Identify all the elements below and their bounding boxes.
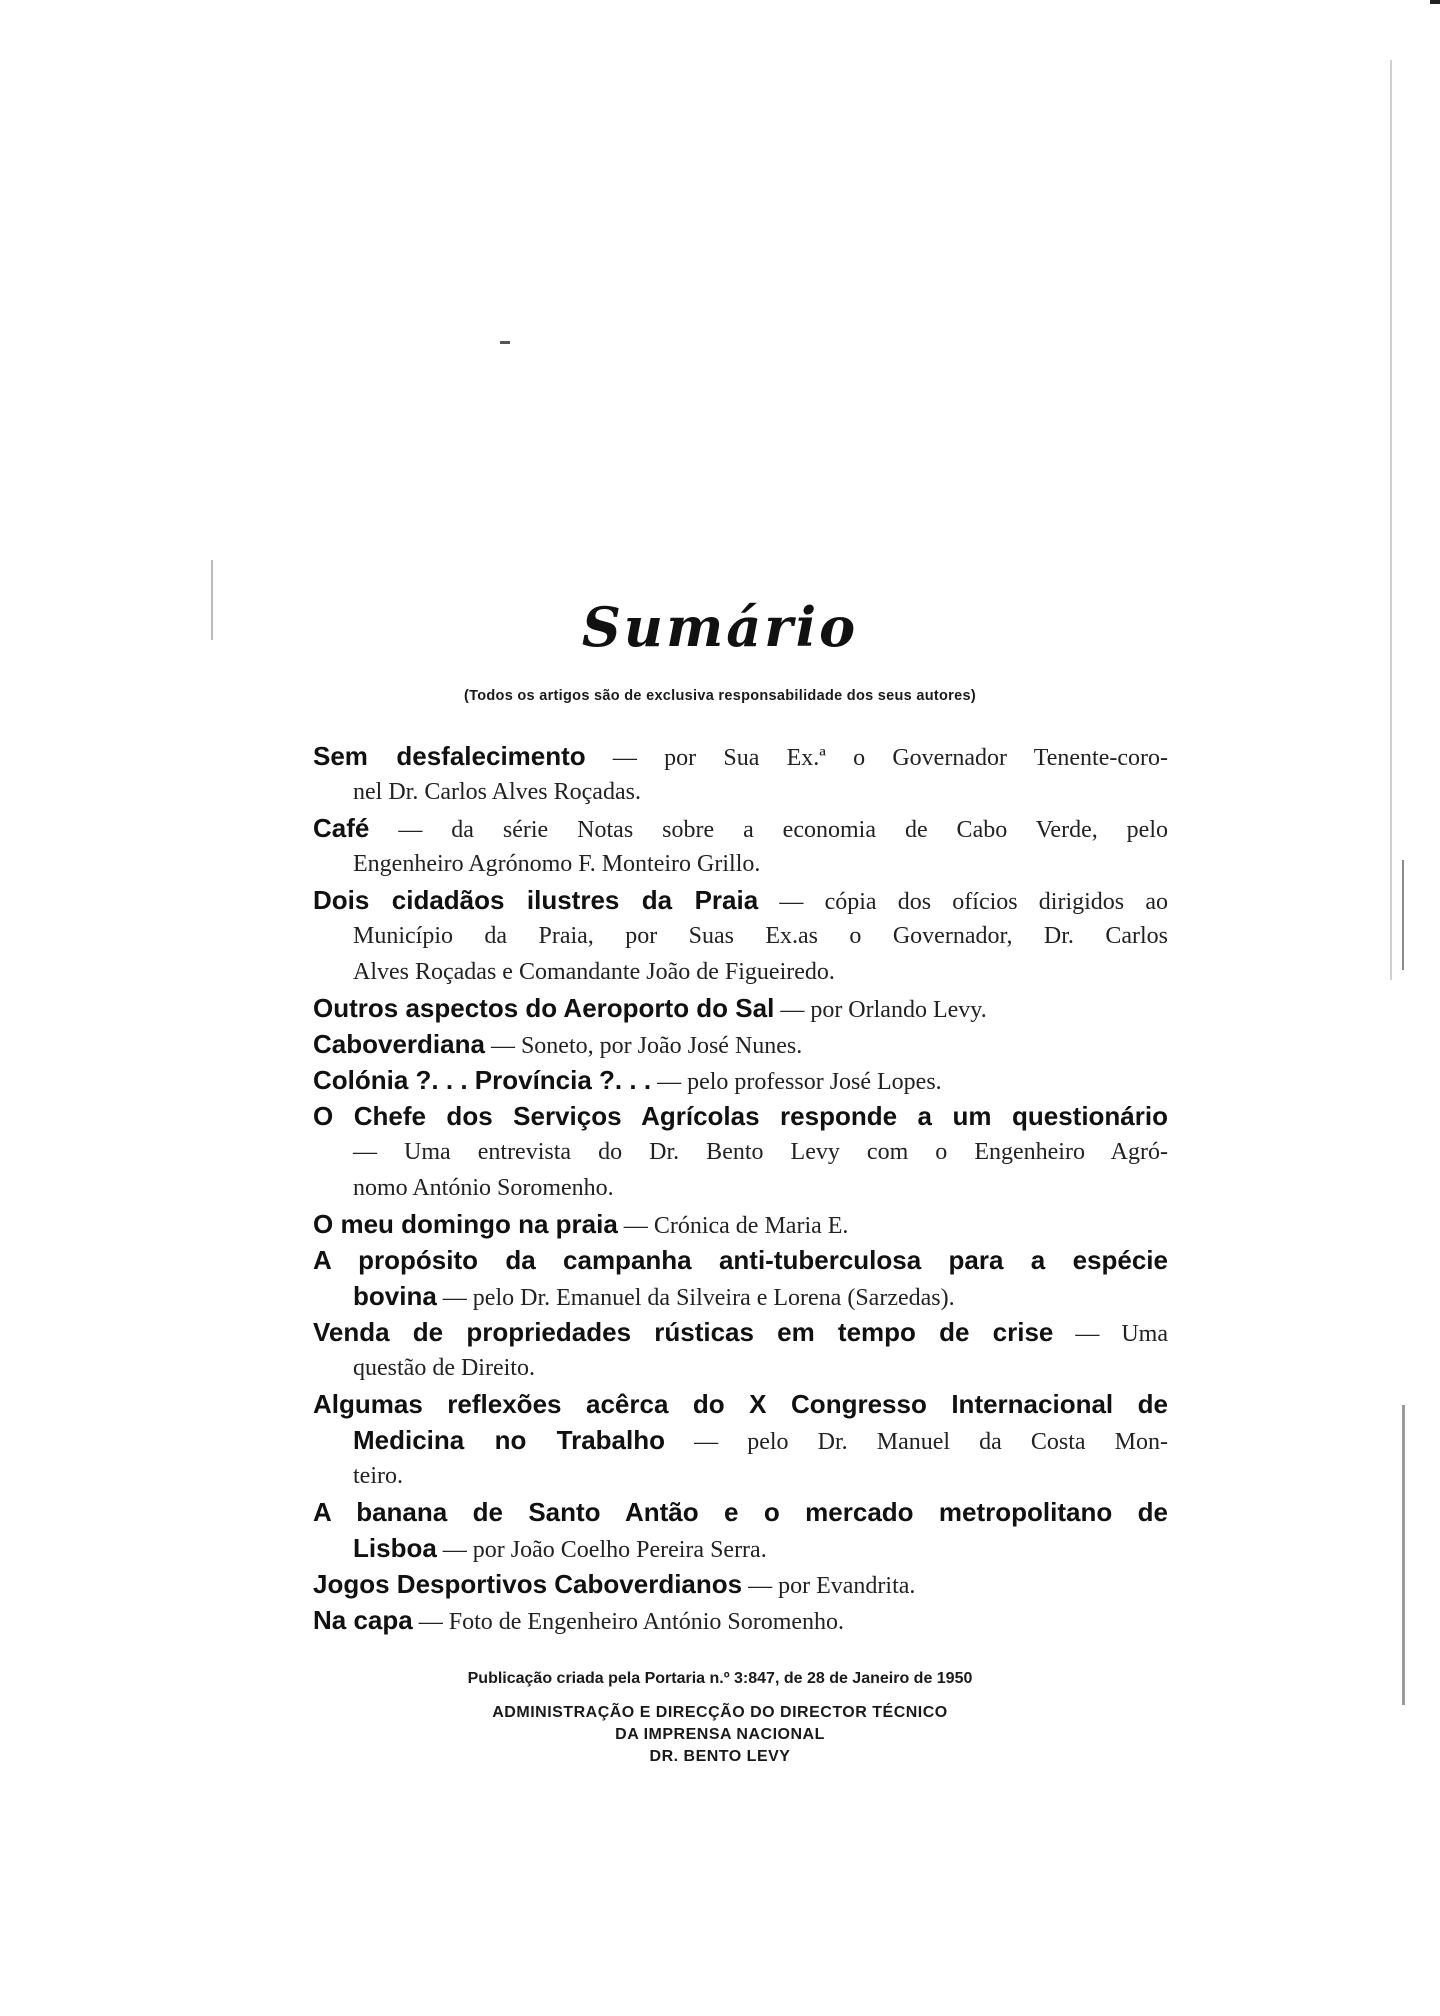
toc-entry-detail: nomo António Soromenho. <box>353 1175 614 1201</box>
toc-line <box>313 1458 1168 1494</box>
toc-entry-detail: Alves Roçadas e Comandante João de Figueiredo. <box>353 959 835 985</box>
toc-entry-title: Sem desfalecimento <box>313 741 586 771</box>
toc-entry <box>313 882 1168 990</box>
toc-line <box>313 882 1168 918</box>
toc-line <box>313 1530 1168 1566</box>
admin-line-1: ADMINISTRAÇÃO E DIRECÇÃO DO DIRECTOR TÉCNICO <box>492 1704 948 1721</box>
toc-entry-title: Outros aspectos do Aeroporto do Sal <box>313 993 775 1023</box>
toc-entry <box>313 1314 1168 1386</box>
toc-line <box>313 990 1168 1026</box>
page-title: Sumário <box>581 595 859 659</box>
toc-entry-detail: Engenheiro Agrónomo F. Monteiro Grillo. <box>353 851 761 877</box>
toc-entry-title: Lisboa <box>353 1533 437 1563</box>
responsibility-note: (Todos os artigos são de exclusiva responsabilidade dos seus autores) <box>464 688 976 704</box>
toc-entry-title: Café <box>313 813 370 843</box>
toc-entry-detail: — por Sua Ex.ª o Governador Tenente-coro- <box>585 745 1168 771</box>
toc-line <box>313 1206 1168 1242</box>
toc-entry-title: Medicina no Trabalho <box>353 1425 666 1455</box>
toc-entry-title: Algumas reflexões acêrca do X Congresso Internacional de <box>313 1389 1168 1419</box>
toc-entry-title: Jogos Desportivos Caboverdianos <box>313 1569 743 1599</box>
toc-entry <box>313 1494 1168 1566</box>
toc-line <box>313 774 1168 810</box>
toc-entry <box>313 990 1168 1026</box>
toc-line <box>313 1134 1168 1170</box>
toc-entry-detail: — Soneto, por João José Nunes. <box>484 1033 803 1059</box>
toc-line <box>313 1098 1168 1134</box>
toc-line <box>313 1350 1168 1386</box>
toc-entry <box>313 810 1168 882</box>
toc-entry-detail: — da série Notas sobre a economia de Cabo Verde, pelo <box>369 817 1168 843</box>
scan-mark <box>1402 860 1404 970</box>
toc-entry-title: Na capa <box>313 1605 413 1635</box>
toc-line <box>313 1494 1168 1530</box>
scan-mark <box>1402 1405 1405 1705</box>
toc-entry-detail: — por João Coelho Pereira Serra. <box>436 1537 767 1563</box>
toc-line <box>313 1026 1168 1062</box>
toc-entry-title: Colónia ?. . . Província ?. . . <box>313 1065 652 1095</box>
toc-entry-title: bovina <box>353 1281 437 1311</box>
table-of-contents <box>313 738 1168 1638</box>
toc-entry-title: Caboverdiana <box>313 1029 485 1059</box>
toc-line <box>313 810 1168 846</box>
scan-mark <box>1390 60 1392 980</box>
toc-entry-detail: questão de Direito. <box>353 1355 535 1381</box>
scan-mark <box>500 341 510 344</box>
toc-line <box>313 1566 1168 1602</box>
toc-entry-detail: — pelo professor José Lopes. <box>651 1069 942 1095</box>
toc-entry <box>313 1242 1168 1314</box>
toc-entry-detail: — Foto de Engenheiro António Soromenho. <box>412 1609 845 1635</box>
scan-mark <box>1430 0 1440 4</box>
toc-entry-detail: teiro. <box>353 1463 403 1489</box>
toc-line <box>313 954 1168 990</box>
toc-entry-title: A banana de Santo Antão e o mercado metropolitano de <box>313 1497 1168 1527</box>
toc-line <box>313 1170 1168 1206</box>
toc-entry-title: Venda de propriedades rústicas em tempo de crise <box>313 1317 1054 1347</box>
toc-line <box>313 918 1168 954</box>
toc-entry <box>313 1386 1168 1494</box>
toc-line <box>313 1602 1168 1638</box>
toc-entry-detail: Município da Praia, por Suas Ex.as o Governador, Dr. Carlos <box>353 923 1168 949</box>
toc-entry <box>313 1062 1168 1098</box>
toc-entry <box>313 1602 1168 1638</box>
toc-entry-detail: — cópia dos ofícios dirigidos ao <box>758 889 1168 915</box>
toc-line <box>313 1386 1168 1422</box>
toc-line <box>313 1278 1168 1314</box>
toc-entry-detail: — por Orlando Levy. <box>774 997 987 1023</box>
toc-entry <box>313 1566 1168 1602</box>
toc-entry-detail: — por Evandrita. <box>742 1573 916 1599</box>
toc-entry-title: A propósito da campanha anti-tuberculosa para a espécie <box>313 1245 1168 1275</box>
toc-line <box>313 1422 1168 1458</box>
toc-entry-title: Dois cidadãos ilustres da Praia <box>313 885 759 915</box>
toc-entry-detail: nel Dr. Carlos Alves Roçadas. <box>353 779 641 805</box>
toc-entry-detail: — Uma <box>1053 1321 1168 1347</box>
publication-note: Publicação criada pela Portaria n.º 3:847, de 28 de Janeiro de 1950 <box>467 1670 973 1687</box>
admin-line-2: DA IMPRENSA NACIONAL <box>615 1726 825 1743</box>
toc-line <box>313 846 1168 882</box>
toc-line <box>313 1242 1168 1278</box>
toc-entry-detail: — pelo Dr. Manuel da Costa Mon- <box>665 1429 1168 1455</box>
toc-entry <box>313 1206 1168 1242</box>
publication-footer <box>0 1670 1440 1768</box>
toc-entry <box>313 1098 1168 1206</box>
toc-line <box>313 1314 1168 1350</box>
scan-mark <box>211 560 213 640</box>
toc-entry <box>313 1026 1168 1062</box>
toc-line <box>313 738 1168 774</box>
toc-line <box>313 1062 1168 1098</box>
toc-entry-title: O meu domingo na praia <box>313 1209 618 1239</box>
toc-entry-title: O Chefe dos Serviços Agrícolas responde a um questionário <box>313 1101 1168 1131</box>
toc-entry-detail: — Crónica de Maria E. <box>617 1213 849 1239</box>
toc-entry-detail: — Uma entrevista do Dr. Bento Levy com o Engenheiro Agró- <box>353 1139 1168 1165</box>
admin-line-3: DR. BENTO LEVY <box>649 1748 791 1765</box>
toc-entry-detail: — pelo Dr. Emanuel da Silveira e Lorena (Sarzedas). <box>436 1285 955 1311</box>
toc-entry <box>313 738 1168 810</box>
